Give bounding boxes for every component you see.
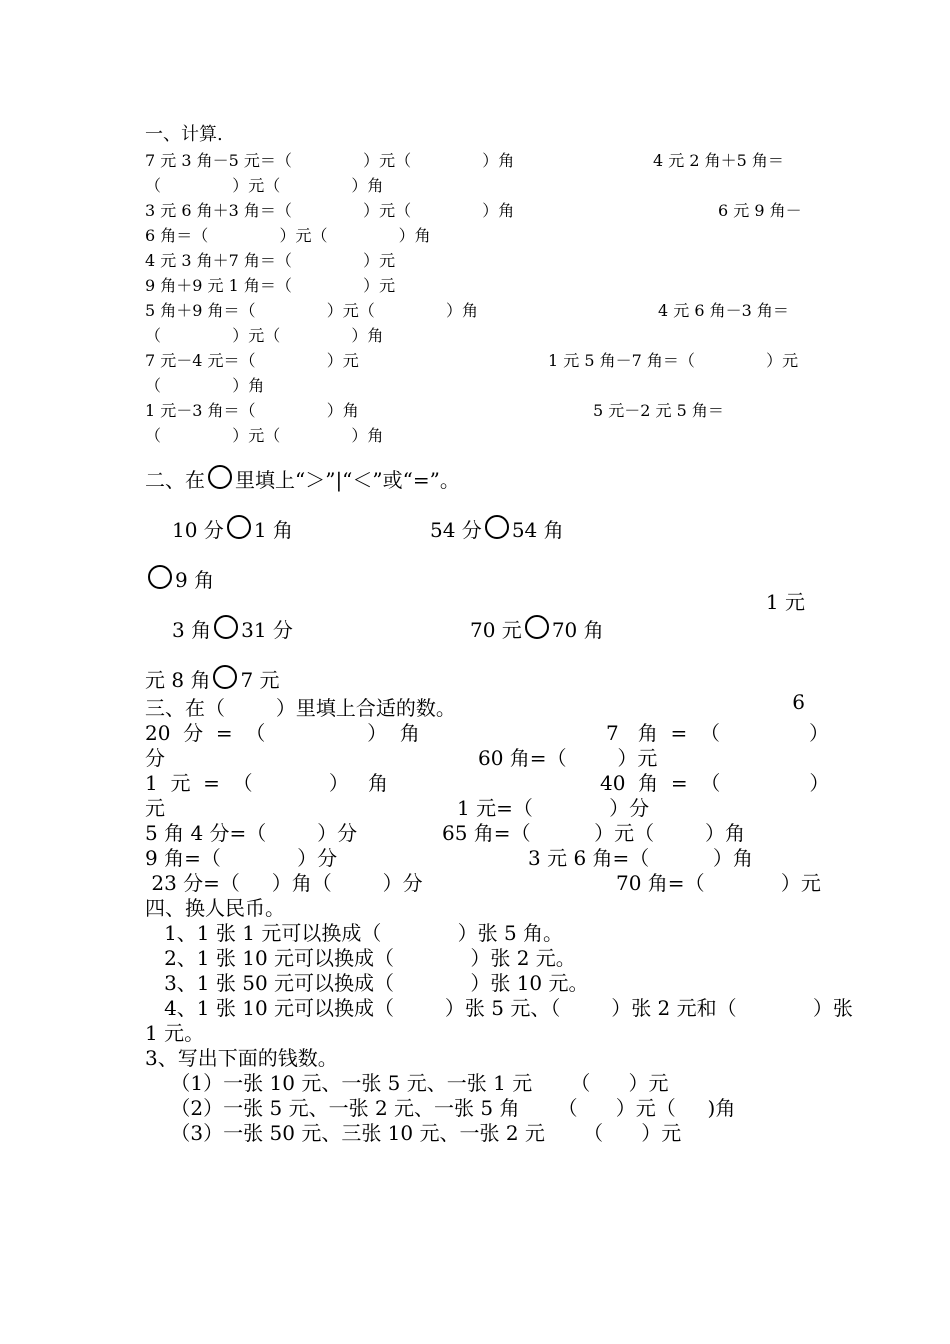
s3-line-2-right: 60 角=（ ）元 — [478, 746, 658, 770]
section4-title: 四、换人民币。 — [145, 896, 285, 920]
s1-line-3-left: 3 元 6 角＋3 角＝（ ）元（ ）角 — [145, 201, 515, 220]
s2-r1-a-right: 1 角 — [253, 518, 293, 542]
s3-line-3-right: 40 角 = （ ） — [600, 771, 830, 795]
s2-r1-c-right: 9 角 — [175, 568, 215, 592]
s2-r1-item-c-left: 1 元 — [765, 590, 805, 614]
s2-title-before: 二、在 — [145, 468, 205, 492]
s3-line-5-left: 5 角 4 分=（ ）分 — [145, 821, 358, 845]
s5-item-3: （3）一张 50 元、三张 10 元、一张 2 元 （ ）元 — [145, 1121, 682, 1145]
s4-item-4: 4、1 张 10 元可以换成（ ）张 5 元、（ ）张 2 元和（ ）张 — [145, 996, 853, 1020]
s3-line-4-left: 元 — [145, 796, 165, 820]
s1-line-1-right: 4 元 2 角＋5 角＝ — [653, 151, 784, 170]
s3-line-7 — [145, 871, 821, 896]
s1-line-1 — [145, 148, 810, 173]
s2-r2-item-b — [470, 615, 604, 643]
s1-line-7-left: 5 角＋9 角＝（ ）元（ ）角 — [145, 301, 478, 320]
s2-r2-item-c-left: 6 — [792, 690, 805, 714]
s2-r1-b-right: 54 角 — [511, 518, 564, 542]
s3-line-1-left: 20 分 = （ ） 角 — [145, 721, 420, 745]
s3-line-6 — [145, 846, 810, 871]
s1-line-10: （ ）角 — [145, 376, 265, 395]
s2-row-2b — [145, 665, 810, 690]
s3-line-5-right: 65 角=（ ）元（ ）角 — [442, 821, 745, 845]
s4-item-4-wrap: 1 元。 — [145, 1021, 205, 1045]
s3-line-5 — [145, 821, 810, 846]
s1-line-3-right: 6 元 9 角－ — [718, 201, 802, 220]
compare-circle-icon[interactable] — [227, 515, 251, 539]
s3-line-7-right: 70 角=（ ）元 — [616, 871, 821, 895]
s2-r1-item-b — [430, 515, 564, 543]
s2-r2b-left: 元 8 角 — [145, 668, 211, 692]
s3-line-2 — [145, 746, 810, 771]
s3-line-6-left: 9 角=（ ）分 — [145, 846, 338, 870]
s2-r1-a-left: 10 分 — [172, 518, 224, 542]
s4-item-1: 1、1 张 1 元可以换成（ ）张 5 角。 — [145, 921, 564, 945]
s1-line-9-right: 1 元 5 角－7 角＝（ ）元 — [548, 351, 799, 370]
s5-item-1: （1）一张 10 元、一张 5 元、一张 1 元 （ ）元 — [145, 1071, 669, 1095]
s3-line-3 — [145, 771, 830, 796]
s2-r2-a-right: 31 分 — [241, 618, 293, 642]
s2-r2-item-a — [172, 615, 293, 643]
compare-circle-icon[interactable] — [214, 615, 238, 639]
s3-line-1 — [145, 721, 829, 746]
s1-line-9 — [145, 348, 810, 373]
s3-line-4-right: 1 元=（ ）分 — [457, 796, 650, 820]
s1-line-11-left: 1 元－3 角＝（ ）角 — [145, 401, 359, 420]
s3-line-6-right: 3 元 6 角=（ ）角 — [528, 846, 753, 870]
s5-item-2: （2）一张 5 元、一张 2 元、一张 5 角 （ ）元（ )角 — [145, 1096, 736, 1120]
section3-title: 三、在（ ）里填上合适的数。 — [145, 696, 456, 720]
s1-line-9-left: 7 元－4 元＝（ ）元 — [145, 351, 359, 370]
blank-circle-icon — [208, 465, 232, 489]
s1-line-8: （ ）元（ ）角 — [145, 326, 384, 345]
s2-r2-a-left: 3 角 — [172, 618, 212, 642]
s3-line-2-left: 分 — [145, 746, 165, 770]
s2-r2b-right: 7 元 — [240, 668, 280, 692]
section1-title: 一、计算. — [145, 124, 223, 145]
compare-circle-icon[interactable] — [148, 565, 172, 589]
compare-circle-icon[interactable] — [485, 515, 509, 539]
s1-line-3 — [145, 198, 810, 223]
s3-line-7-left: 23 分=（ ）角（ ）分 — [145, 871, 423, 895]
section5-title: 3、写出下面的钱数。 — [145, 1046, 338, 1070]
s1-line-2: （ ）元（ ）角 — [145, 176, 384, 195]
s1-line-1-left: 7 元 3 角－5 元＝（ ）元（ ）角 — [145, 151, 515, 170]
s4-item-2: 2、1 张 10 元可以换成（ ）张 2 元。 — [145, 946, 576, 970]
section2-title — [145, 465, 810, 490]
s2-r1-item-a — [172, 515, 293, 543]
s1-line-7 — [145, 298, 810, 323]
s4-item-3: 3、1 张 50 元可以换成（ ）张 10 元。 — [145, 971, 589, 995]
s2-row-1b — [145, 565, 810, 590]
s2-title-after: 里填上“＞”|“＜”或“=”。 — [235, 468, 460, 492]
s1-line-11-right: 5 元－2 元 5 角＝ — [593, 401, 724, 420]
s1-line-4: 6 角＝（ ）元（ ）角 — [145, 226, 431, 245]
s3-line-1-right: 7 角 = （ ） — [606, 721, 829, 745]
s2-r1-b-left: 54 分 — [430, 518, 482, 542]
s1-line-11 — [145, 398, 810, 423]
s2-r2-b-right: 70 角 — [551, 618, 604, 642]
s3-line-3-left: 1 元 = （ ） 角 — [145, 771, 388, 795]
s1-line-6: 9 角＋9 元 1 角＝（ ）元 — [145, 276, 396, 295]
s1-line-7-right: 4 元 6 角－3 角＝ — [658, 301, 789, 320]
s1-line-12: （ ）元（ ）角 — [145, 426, 384, 445]
s3-line-4 — [145, 796, 810, 821]
compare-circle-icon[interactable] — [525, 615, 549, 639]
s2-r2-b-left: 70 元 — [470, 618, 522, 642]
compare-circle-icon[interactable] — [213, 665, 237, 689]
s1-line-5: 4 元 3 角＋7 角＝（ ）元 — [145, 251, 396, 270]
